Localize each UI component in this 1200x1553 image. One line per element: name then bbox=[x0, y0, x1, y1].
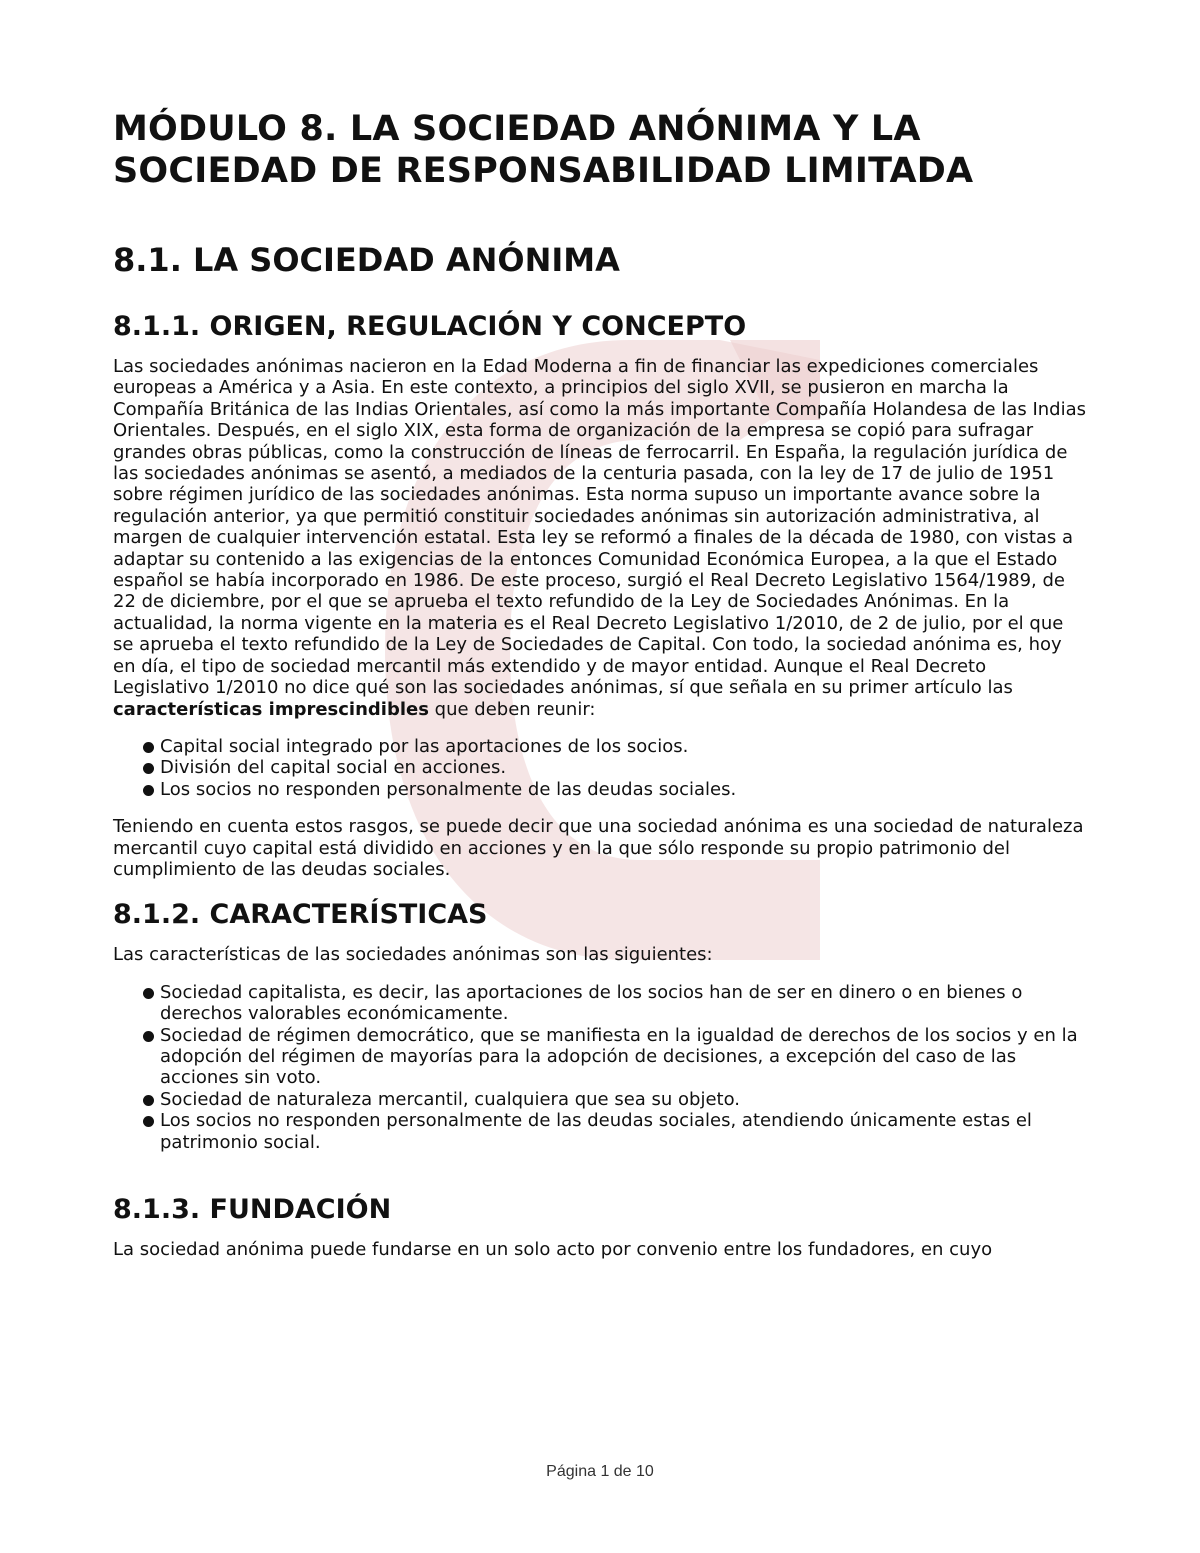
paragraph-origen-end: que deben reunir: bbox=[428, 698, 596, 720]
module-title: MÓDULO 8. LA SOCIEDAD ANÓNIMA Y LA SOCIEDAD DE RESPONSABILIDAD LIMITADA bbox=[113, 109, 974, 191]
bullet-icon bbox=[143, 1031, 154, 1042]
list-item-text: Sociedad de naturaleza mercantil, cualquiera que sea su objeto. bbox=[160, 1088, 741, 1110]
list-item bbox=[143, 736, 1088, 757]
list-item bbox=[143, 982, 1088, 1025]
paragraph-caracteristicas: Las características de las sociedades anónimas son las siguientes: bbox=[113, 944, 713, 966]
page-footer: Página 1 de 10 bbox=[546, 1463, 654, 1480]
list-item bbox=[143, 1089, 1088, 1110]
list-item bbox=[143, 757, 1088, 778]
paragraph-definicion: Teniendo en cuenta estos rasgos, se puede decir que una sociedad anónima es una sociedad de naturaleza mercantil cuyo capital está dividido en acciones y en la que sólo responde su propio patrimonio del cumplimiento de las deudas sociales. bbox=[113, 816, 1084, 880]
subsection-title-origen: 8.1.1. ORIGEN, REGULACIÓN Y CONCEPTO bbox=[113, 311, 747, 342]
list-item-text: Sociedad capitalista, es decir, las aportaciones de los socios han de ser en dinero o en bienes o derechos valorables económicamente. bbox=[160, 981, 1023, 1025]
document-page bbox=[113, 108, 1088, 1276]
section-title: 8.1. LA SOCIEDAD ANÓNIMA bbox=[113, 241, 620, 279]
list-item bbox=[143, 779, 1088, 800]
bullet-icon bbox=[143, 988, 154, 999]
list-item bbox=[143, 1025, 1088, 1089]
list-item-text: Los socios no responden personalmente de las deudas sociales, atendiendo únicamente estas el patrimonio social. bbox=[160, 1110, 1032, 1153]
bullet-icon bbox=[143, 1095, 154, 1106]
paragraph-origen-text: Las sociedades anónimas nacieron en la Edad Moderna a fin de financiar las expediciones comerciales europeas a América y a Asia. En este contexto, a principios del siglo XVII, se pusieron en marcha la Compañía Británica de las Indias Orientales, así como la más importante Compañía Holandesa de las Indias Orientales. Después, en el siglo XIX, esta forma de organización de la empresa se copió para sufragar grandes obras públicas, como la construcción de líneas de ferrocarril. En España, la regulación jurídica de las sociedades anónimas se asentó, a mediados de la centuria pasada, con la ley de 17 de julio de 1951 sobre régimen jurídico de las sociedades anónimas. Esta norma supuso un importante avance sobre la regulación anterior, ya que permitió constituir sociedades anónimas sin autorización administrativa, al margen de cualquier intervención estatal. Esta ley se reformó a finales de la década de 1980, con vistas a adaptar su contenido a las exigencias de la entonces Comunidad Económica Europea, a la que el Estado español se había incorporado en 1986. De este proceso, surgió el Real Decreto Legislativo 1564/1989, de 22 de diciembre, por el que se aprueba el texto refundido de la Ley de Sociedades Anónimas. En la actualidad, la norma vigente en la materia es el Real Decreto Legislativo 1/2010, de 2 de julio, por el que se aprueba el texto refundido de la Ley de Sociedades de Capital. Con todo, la sociedad anónima es, hoy en día, el tipo de sociedad mercantil más extendido y de mayor entidad. Aunque el Real Decreto Legislativo 1/2010 no dice qué son las sociedades anónimas, sí que señala en su primer artículo las bbox=[113, 356, 1086, 699]
subsection-title-caracteristicas: 8.1.2. CARACTERÍSTICAS bbox=[113, 899, 488, 931]
bullet-icon bbox=[143, 1116, 154, 1127]
bullet-list-rasgos bbox=[113, 736, 1088, 800]
paragraph-origen bbox=[113, 356, 1088, 720]
bold-caracteristicas: características imprescindibles bbox=[113, 698, 429, 720]
list-item-text: Sociedad de régimen democrático, que se manifiesta en la igualdad de derechos de los socios y en la adopción del régimen de mayorías para la adopción de decisiones, a excepción del caso de las acciones sin voto. bbox=[160, 1024, 1078, 1089]
list-item bbox=[143, 1110, 1088, 1153]
list-item-text: Capital social integrado por las aportaciones de los socios. bbox=[160, 735, 689, 757]
bullet-icon bbox=[143, 785, 154, 796]
bullet-icon bbox=[143, 742, 154, 753]
bullet-list-caracteristicas bbox=[113, 982, 1088, 1153]
list-item-text: División del capital social en acciones. bbox=[160, 757, 507, 779]
list-item-text: Los socios no responden personalmente de las deudas sociales. bbox=[160, 778, 737, 800]
paragraph-fundacion: La sociedad anónima puede fundarse en un solo acto por convenio entre los fundadores, en cuyo bbox=[113, 1239, 993, 1260]
bullet-icon bbox=[143, 763, 154, 774]
subsection-title-fundacion: 8.1.3. FUNDACIÓN bbox=[113, 1194, 392, 1225]
